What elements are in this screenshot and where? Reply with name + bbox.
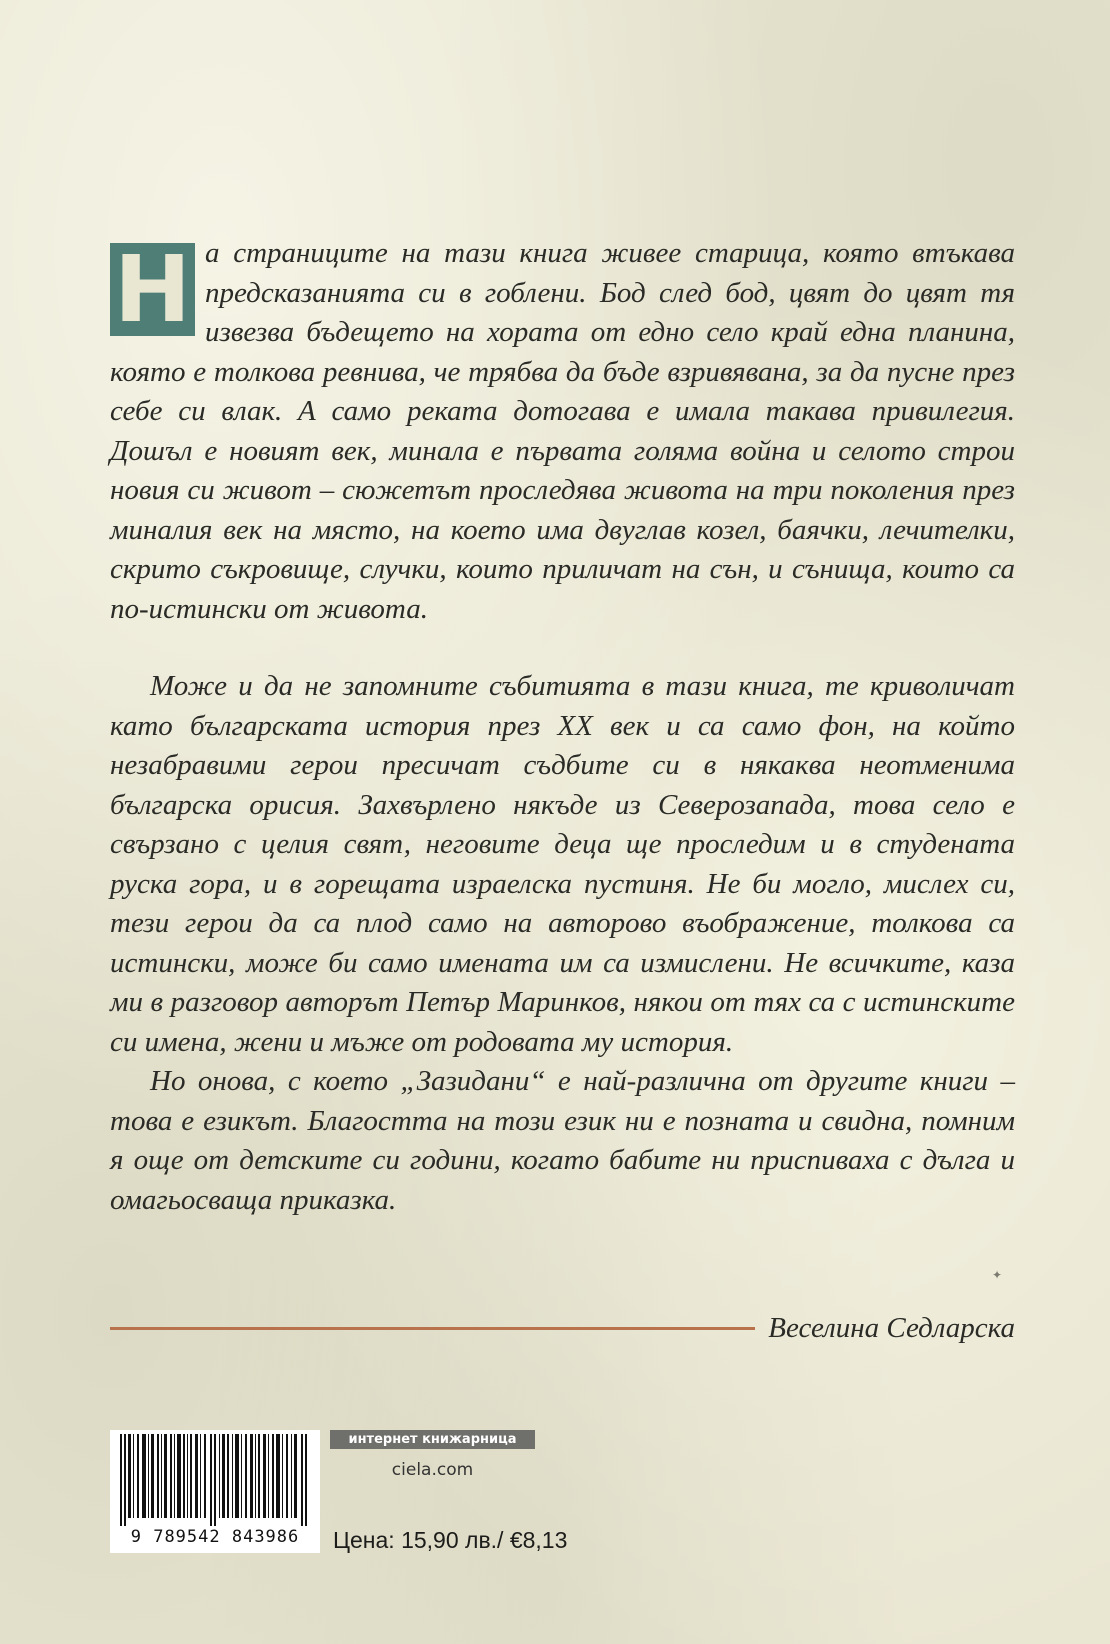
blurb-paragraph-3: Но онова, с което „Зазидани“ е най-различна от другите книги – това е езикът. Благостта на този език ни е позната и свидна, помним я още от детските си години, когато бабите ни приспиваха с дълга и омагьосваща приказка. <box>110 1065 1015 1216</box>
drop-cap: Н <box>110 243 195 336</box>
isbn-barcode <box>110 1430 320 1553</box>
signature-row <box>110 1310 1015 1346</box>
reviewer-signature: Веселина Седларска <box>768 1312 1015 1344</box>
barcode-bars <box>116 1434 314 1526</box>
blurb-paragraph-1 <box>110 234 1015 629</box>
shop-badge: интернет книжарница <box>330 1430 535 1449</box>
paper-speck-icon: ✦ <box>992 1268 1003 1282</box>
blurb-paragraph-1-text: а страниците на тази книга живее старица, която втъкава предсказанията си в гоблени. Бод след бод, цвят до цвят тя извезва бъдещето на хората от едно село край една планина, която е толкова ревнива, че трябва да бъде взривявана, за да пусне през себе си влак. А само реката дотогава е имала такава привилегия. Дошъл е новият век, минала е първата голяма война и селото строи новия си живот – сюжетът проследява живота на три поколения през миналия век на място, на което има двуглав козел, баячки, лечителки, скрито съкровище, случки, които приличат на сън, и сънища, които са по-истински от живота. <box>110 237 1015 625</box>
price-label: Цена: 15,90 лв./ €8,13 <box>333 1527 568 1553</box>
shop-url: ciela.com <box>391 1460 474 1480</box>
isbn-digits: 9 789542 843986 <box>130 1527 300 1547</box>
signature-rule <box>110 1327 755 1330</box>
blurb-paragraph-2: Може и да не запомните събитията в тази книга, те криволичат като българската история през XX век и са само фон, на който незабравими герои пресичат съдбите си в някаква неотменима българска орисия. Захвърлено някъде из Северозапада, това село е свързано с целия свят, неговите деца ще проследим и в студената руска гора, и в горещата израелска пустиня. Не би могло, мислех си, тези герои да са плод само на авторово въображение, толкова са истински, може би само имената им са измислени. Не всичките, каза ми в разговор авторът Петър Маринков, някои от тях са с истинските си имена, жени и мъже от родовата му история. <box>110 670 1015 1058</box>
back-cover-blurb <box>110 234 1015 1220</box>
